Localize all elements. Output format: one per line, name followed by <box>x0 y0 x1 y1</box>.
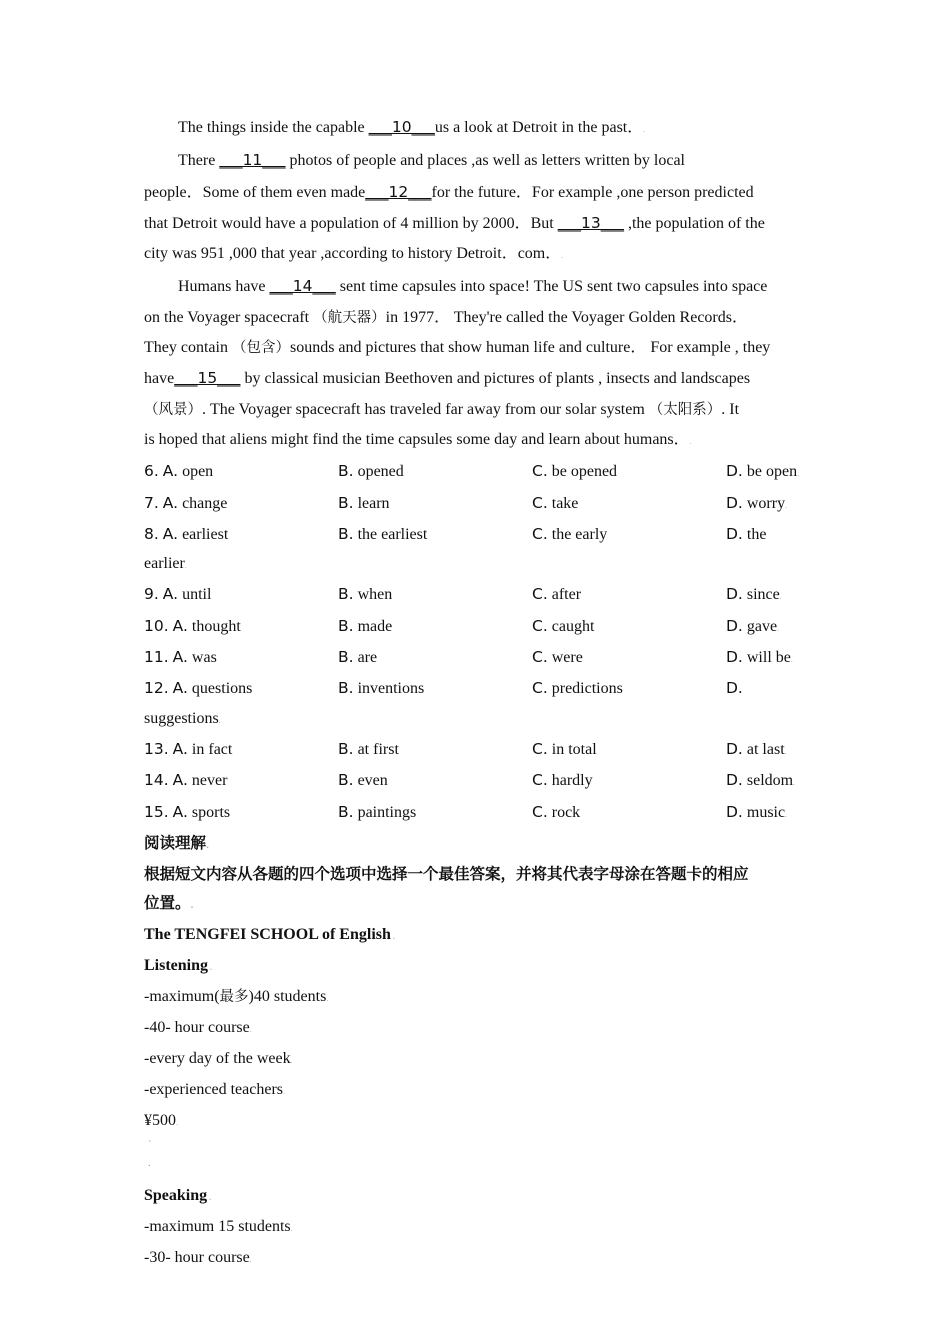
option-a <box>144 798 338 829</box>
option-text: at last <box>746 740 785 758</box>
option-letter: B. <box>338 739 354 758</box>
speaking-title-text: Speaking <box>144 1187 208 1205</box>
listening-item: -40- hour course. <box>144 1019 252 1037</box>
option-text: paintings <box>357 803 417 821</box>
option-text: sports <box>191 803 231 821</box>
option-text: at first <box>357 740 399 758</box>
option-letter: D. <box>726 462 743 481</box>
option-c <box>532 457 726 488</box>
option-text: in fact <box>191 740 233 758</box>
option-text: suggestions <box>144 709 219 727</box>
option-c <box>532 580 726 611</box>
passage-text: sounds and pictures that show human life and culture． For example , they <box>289 339 771 357</box>
item-text: -40- hour course <box>144 1019 250 1037</box>
section-heading: 阅读理解. <box>144 833 210 852</box>
option-a <box>144 520 338 549</box>
option-text: are <box>357 649 378 667</box>
passage-text: city was 951 ,000 that year ,according to history Detroit．com． <box>144 245 562 263</box>
item-text: -experienced teachers <box>144 1081 284 1099</box>
question-number: 15. <box>144 802 169 821</box>
option-letter: B. <box>338 493 354 512</box>
option-text: after <box>551 586 582 604</box>
question-row <box>144 457 808 488</box>
chinese-gloss: 最多 <box>219 989 249 1006</box>
option-text: the earliest <box>357 525 428 543</box>
listening-item: -experienced teachers. <box>144 1081 286 1099</box>
option-letter: A. <box>172 802 188 821</box>
option-letter: A. <box>162 462 179 481</box>
passage-text: is hoped that aliens might find the time capsules some day and learn about humans． <box>144 430 690 448</box>
option-letter: D. <box>726 802 743 821</box>
option-a <box>144 457 338 488</box>
option-letter: A. <box>172 616 188 635</box>
instruction: 位置。. <box>144 893 194 912</box>
option-c <box>532 643 726 674</box>
option-letter: A. <box>162 524 179 543</box>
speaking-item: -maximum 15 students. <box>144 1218 293 1236</box>
option-text: opened <box>357 463 404 481</box>
option-letter: C. <box>532 462 548 481</box>
question-row <box>144 520 808 549</box>
question-number: 8. <box>144 524 159 543</box>
option-letter: B. <box>338 802 354 821</box>
option-letter: C. <box>532 771 548 790</box>
option-letter: D. <box>726 771 743 790</box>
option-text: thought <box>191 617 241 635</box>
blank-10: ___10___ <box>368 118 435 136</box>
option-text: in total <box>551 740 597 758</box>
option-a <box>144 735 338 766</box>
passage-text: The things inside the capable <box>178 119 369 136</box>
option-letter: C. <box>532 524 548 543</box>
blank-13: ___13___ <box>557 213 624 232</box>
option-letter: D. <box>726 616 743 635</box>
option-a <box>144 674 338 703</box>
option-text: earliest <box>182 525 229 543</box>
option-letter: B. <box>338 462 354 481</box>
school-title: The TENGFEI SCHOOL of English . <box>144 926 395 944</box>
option-letter: C. <box>532 802 548 821</box>
item-text: -maximum 15 students <box>144 1218 291 1236</box>
chinese-gloss: （航天器） <box>313 309 386 326</box>
option-letter: D. <box>726 585 743 604</box>
chinese-gloss: （包含） <box>231 340 290 357</box>
option-letter: D. <box>726 493 743 512</box>
question-number: 14. <box>144 771 169 790</box>
question-number: 7. <box>144 493 159 512</box>
passage-text: that Detroit would have a population of 4 million by 2000．But <box>144 214 558 232</box>
passage-text: Humans have <box>178 278 270 296</box>
item-text: )40 students <box>248 988 327 1006</box>
option-d <box>726 674 808 703</box>
option-a <box>144 766 338 797</box>
passage-line <box>144 145 808 176</box>
option-c <box>532 489 726 520</box>
option-text: were <box>551 649 583 667</box>
speaking-title: Speaking . <box>144 1187 212 1205</box>
listening-item: -every day of the week. <box>144 1050 293 1068</box>
passage-line: city was 951 ,000 that year ,according to history Detroit．com．. <box>144 245 564 263</box>
passage-text: for the future．For example ,one person predicted <box>431 183 754 201</box>
option-letter: C. <box>532 585 548 604</box>
option-text: when <box>357 586 393 604</box>
option-text: earlier <box>144 555 185 573</box>
chinese-gloss: （太阳系） <box>648 401 722 418</box>
passage-line: is hoped that aliens might find the time capsules some day and learn about humans．. <box>144 430 692 448</box>
question-number: 9. <box>144 585 159 604</box>
option-b <box>338 520 532 549</box>
option-text: change <box>182 494 228 512</box>
option-d: D. will be. <box>726 648 793 667</box>
option-b <box>338 798 532 829</box>
option-letter: B. <box>338 648 354 667</box>
option-letter: C. <box>532 679 548 698</box>
option-c <box>532 735 726 766</box>
item-text: -30- hour course <box>144 1249 250 1267</box>
option-d: D. since. <box>726 585 782 604</box>
option-letter: C. <box>532 648 548 667</box>
option-letter: B. <box>338 679 354 698</box>
blank-12: ___12___ <box>365 182 432 201</box>
question-row <box>144 580 808 611</box>
option-text: the <box>746 525 767 543</box>
option-letter: A. <box>172 648 188 667</box>
passage-line <box>144 395 808 425</box>
option-d: D. seldom. <box>726 771 796 790</box>
option-letter: D. <box>726 648 743 667</box>
option-c <box>532 798 726 829</box>
option-b <box>338 580 532 611</box>
option-text: until <box>182 586 212 604</box>
passage-text: people．Some of them even made <box>144 183 366 201</box>
question-number: 6. <box>144 462 159 481</box>
question-number: 10. <box>144 616 169 635</box>
option-text: gave <box>746 617 778 635</box>
option-text: predictions <box>551 680 623 698</box>
option-letter: D. <box>726 739 743 758</box>
option-b <box>338 643 532 674</box>
passage-text: by classical musician Beethoven and pictures of plants , insects and landscapes <box>240 370 751 388</box>
option-letter: C. <box>532 493 548 512</box>
option-a <box>144 643 338 674</box>
option-letter: B. <box>338 616 354 635</box>
passage-text: in 1977． They're called the Voyager Golden Records． <box>385 308 748 326</box>
school-title-text: The TENGFEI SCHOOL of English <box>144 926 391 944</box>
option-text: questions <box>191 680 253 698</box>
passage-line <box>144 363 808 394</box>
option-d: D. be open. <box>726 462 800 481</box>
speaking-item: -30- hour course. <box>144 1249 252 1267</box>
passage-text: sent time capsules into space! The US sent two capsules into space <box>335 278 768 296</box>
option-text: be open <box>746 463 798 481</box>
option-text: hardly <box>551 772 593 790</box>
option-c <box>532 766 726 797</box>
option-continuation: suggestions. <box>144 709 221 727</box>
option-text: music <box>746 803 786 821</box>
option-a <box>144 580 338 611</box>
passage-text: photos of people and places ,as well as letters written by local <box>285 152 685 170</box>
listening-price: ¥500. <box>144 1112 178 1130</box>
question-row <box>144 612 808 643</box>
option-d: D. at last. <box>726 739 787 758</box>
document-page <box>144 112 808 1274</box>
blank-11: ___11___ <box>219 151 286 170</box>
instruction: 根据短文内容从各题的四个选项中选择一个最佳答案，并将其代表字母涂在答题卡的相应 <box>144 865 749 884</box>
question-row <box>144 735 808 766</box>
passage-text: . It <box>721 400 740 418</box>
passage-text: on the Voyager spacecraft <box>144 308 314 326</box>
option-b <box>338 735 532 766</box>
option-text: inventions <box>357 680 425 698</box>
option-letter: C. <box>532 616 548 635</box>
option-letter: A. <box>162 493 179 512</box>
option-text: will be <box>746 649 791 667</box>
option-text: open <box>182 463 214 481</box>
question-row <box>144 674 808 703</box>
passage-text: ,the population of the <box>623 214 765 232</box>
option-c <box>532 674 726 703</box>
blank-14: ___14___ <box>269 277 336 296</box>
passage-text: us a look at Detroit in the past． <box>434 119 644 136</box>
passage-text: have <box>144 370 175 388</box>
question-row <box>144 766 808 797</box>
price-text: ¥500 <box>144 1112 176 1130</box>
option-a <box>144 612 338 643</box>
section-heading-text: 阅读理解 <box>144 833 207 852</box>
passage-line <box>144 303 808 333</box>
listening-item: -maximum(最多)40 students. <box>144 988 329 1006</box>
option-d: D. music. <box>726 802 788 821</box>
option-b <box>338 612 532 643</box>
question-row <box>144 798 808 829</box>
option-b <box>338 489 532 520</box>
option-letter: B. <box>338 585 354 604</box>
option-letter: B. <box>338 771 354 790</box>
option-continuation: earlier. <box>144 555 187 573</box>
item-text: -every day of the week <box>144 1050 291 1068</box>
option-d <box>726 520 808 549</box>
question-number: 13. <box>144 739 169 758</box>
question-list <box>144 457 808 829</box>
instruction-text: 位置。 <box>144 893 191 912</box>
blank-15: ___15___ <box>174 369 241 388</box>
option-a <box>144 489 338 520</box>
option-text: caught <box>551 617 595 635</box>
passage-line <box>144 177 808 208</box>
listening-title: Listening . <box>144 957 213 975</box>
option-letter: A. <box>162 585 179 604</box>
passage-line <box>144 333 808 363</box>
empty-paragraph-mark: ` <box>148 1140 152 1152</box>
option-text: made <box>357 617 393 635</box>
option-c <box>532 520 726 549</box>
chinese-gloss: （风景） <box>144 401 202 418</box>
option-letter: A. <box>172 679 188 698</box>
option-letter: D. <box>726 679 743 698</box>
option-c <box>532 612 726 643</box>
option-b <box>338 674 532 703</box>
option-text: take <box>551 494 579 512</box>
option-letter: C. <box>532 739 548 758</box>
option-text: seldom <box>746 772 794 790</box>
question-number: 11. <box>144 648 169 667</box>
option-text: worry <box>746 494 786 512</box>
item-text: -maximum( <box>144 988 220 1006</box>
empty-paragraph-mark: . <box>148 1158 151 1170</box>
passage-line <box>144 208 808 239</box>
option-text: be opened <box>551 463 618 481</box>
passage-text: They contain <box>144 339 232 357</box>
question-row <box>144 643 808 674</box>
question-number: 12. <box>144 679 169 698</box>
option-b <box>338 766 532 797</box>
option-d: D. worry. <box>726 493 788 512</box>
option-letter: D. <box>726 524 743 543</box>
option-letter: A. <box>172 739 188 758</box>
listening-title-text: Listening <box>144 957 209 975</box>
option-text: never <box>191 772 228 790</box>
option-d: D. gave. <box>726 616 780 635</box>
option-b <box>338 457 532 488</box>
option-letter: A. <box>172 771 188 790</box>
passage-text: There <box>178 152 220 170</box>
option-text: even <box>357 772 388 790</box>
option-text: was <box>191 649 217 667</box>
passage-line: The things inside the capable ___10___us a look at Detroit in the past．. <box>178 118 646 136</box>
passage-line <box>144 271 808 302</box>
option-text: the early <box>551 525 608 543</box>
question-row <box>144 489 808 520</box>
option-text: rock <box>551 803 581 821</box>
passage-text: . The Voyager spacecraft has traveled far away from our solar system <box>202 400 649 418</box>
option-letter: B. <box>338 524 354 543</box>
option-text: since <box>746 586 780 604</box>
option-text: learn <box>357 494 390 512</box>
